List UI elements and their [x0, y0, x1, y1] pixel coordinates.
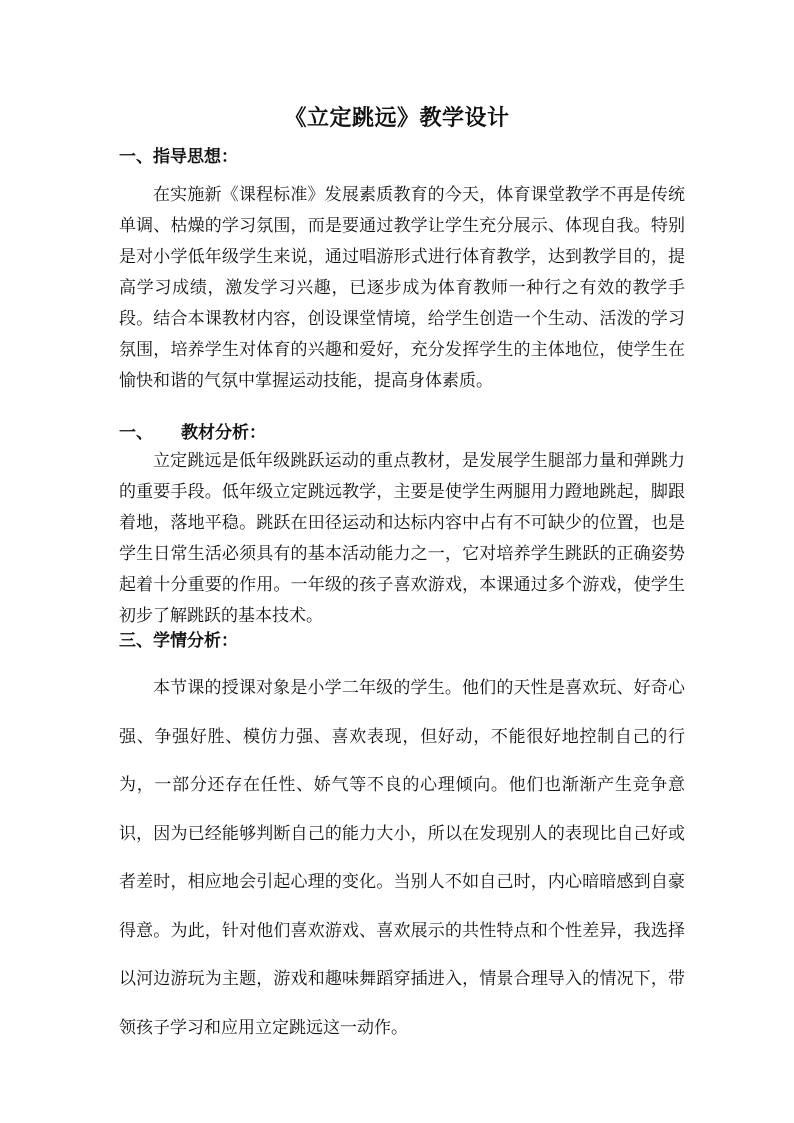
section-paragraph-guiding-thought: 在实施新《课程标准》发展素质教育的今天，体育课堂教学不再是传统单调、枯燥的学习氛围，而是要通过教学让学生充分展示、体现自我。特别是对小学低年级学生来说，通过唱游形式进行体育教学，达到教学目的，提高学习成绩，激发学习兴趣，已逐步成为体育教师一种行之有效的教学手段。结合本课教材内容，创设课堂情境，给学生创造一个生动、活泼的学习氛围，培养学生对体育的兴趣和爱好，充分发挥学生的主体地位，使学生在愉快和谐的气氛中掌握运动技能，提高身体素质。	[119, 185, 685, 391]
section-heading-guiding-thought: 一、指导思想：	[119, 147, 238, 167]
section-heading-material-analysis	[119, 419, 266, 447]
section-heading-learner-analysis: 三、学情分析：	[119, 631, 238, 651]
section-title: 教材分析：	[181, 423, 266, 443]
document-title: 《立定跳远》教学设计	[284, 105, 510, 131]
section-number: 一、	[119, 423, 153, 443]
section-paragraph-learner-analysis: 本节课的授课对象是小学二年级的学生。他们的天性是喜欢玩、好奇心强、争强好胜、模仿力强、喜欢表现，但好动，不能很好地控制自己的行为，一部分还存在任性、娇气等不良的心理倾向。他们也渐渐产生竞争意识，因为已经能够判断自己的能力大小，所以在发现别人的表现比自己好或者差时，相应地会引起心理的变化。当别人不如自己时，内心暗暗感到自豪得意。为此，针对他们喜欢游戏、喜欢展示的共性特点和个性差异，我选择以河边游玩为主题，游戏和趣味舞蹈穿插进入，情景合理导入的情况下，带领孩子学习和应用立定跳远这一动作。	[119, 678, 685, 1038]
section-paragraph-material-analysis: 立定跳远是低年级跳跃运动的重点教材，是发展学生腿部力量和弹跳力的重要手段。低年级立定跳远教学，主要是使学生两腿用力蹬地跳起，脚跟着地，落地平稳。跳跃在田径运动和达标内容中占有不可缺少的位置，也是学生日常生活必须具有的基本活动能力之一，它对培养学生跳跃的正确姿势起着十分重要的作用。一年级的孩子喜欢游戏，本课通过多个游戏，使学生初步了解跳跃的基本技术。	[119, 451, 685, 626]
